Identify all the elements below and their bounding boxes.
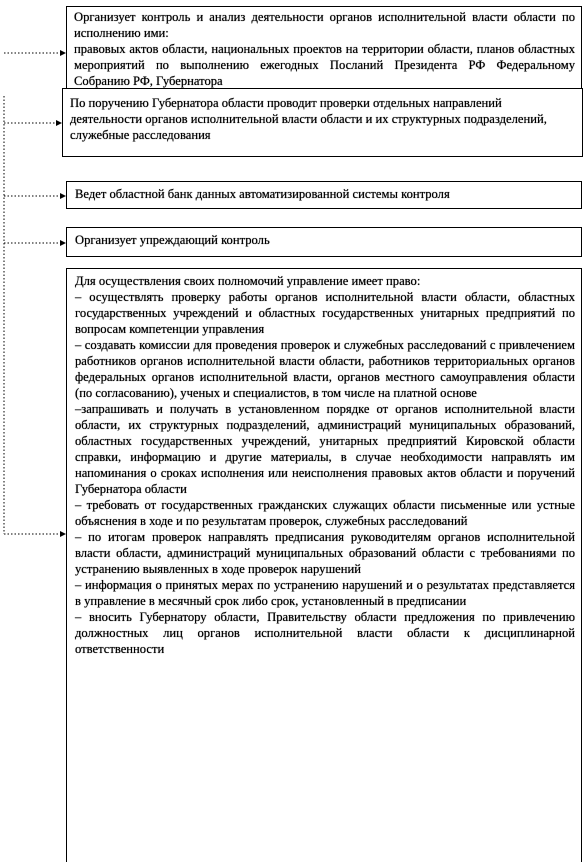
rights-item-send-orders: – по итогам проверок направлять предписания руководителям органов исполнительной власти области, администраций муниципальных образований области с требованиями по устранению выявленных в ходе проверок нарушений bbox=[75, 530, 575, 576]
control-analysis-text bbox=[74, 9, 575, 89]
control-analysis-box bbox=[66, 6, 582, 92]
control-analysis-line-2: правовых актов области, национальных проектов на территории области, планов областных мероприятий по выполнению ежегодных Посланий Президента РФ Федеральному Собранию РФ, Губернатора bbox=[74, 42, 575, 88]
data-bank-text: Ведет областной банк данных автоматизированной системы контроля bbox=[75, 187, 450, 201]
control-analysis-line-1: Организует контроль и анализ деятельности органов исполнительной власти области по исполнению ими: bbox=[74, 10, 575, 40]
rights-box bbox=[66, 268, 582, 862]
data-bank-box bbox=[66, 181, 582, 209]
rights-item-demand-explanations: – требовать от государственных гражданских служащих области письменные или устные объяснения в ходе и по результатам проверок, служебных расследований bbox=[75, 498, 575, 528]
rights-item-request-info: –запрашивать и получать в установленном порядке от органов исполнительной власти области, их структурных подразделений, администраций муниципальных образований, областных государственных учреждений, унитарных предприятий Кировской области справки, информацию и другие материалы, в случае необходимости направлять им напоминания о сроках исполнения или неисполнения правовых актов области и поручений Губернатора области bbox=[75, 402, 575, 496]
rights-item-create-commissions: – создавать комиссии для проведения проверок и служебных расследований с привлечением работников органов исполнительной власти области, работников территориальных органов федеральных органов исполнительной власти, органов местного самоуправления области (по согласованию), ученых и специалистов, в том числе на платной основе bbox=[75, 338, 575, 400]
rights-item-submit-proposals: – вносить Губернатору области, Правительству области предложения по привлечению должностных лиц органов исполнительной власти области к дисциплинарной ответственности bbox=[75, 610, 575, 656]
preventive-control-box bbox=[66, 227, 582, 257]
rights-item-report-measures: – информация о принятых мерах по устранению нарушений и о результатах представляется в управление в месячный срок либо срок, установленный в предписании bbox=[75, 578, 575, 608]
rights-list bbox=[75, 273, 575, 657]
preventive-control-text: Организует упреждающий контроль bbox=[75, 233, 270, 247]
rights-intro: Для осуществления своих полномочий управление имеет право: bbox=[75, 274, 421, 288]
rights-item-check-work: – осуществлять проверку работы органов исполнительной власти области, областных государственных учреждений и областных государственных унитарных предприятий по вопросам компетенции управления bbox=[75, 290, 575, 336]
inspections-box bbox=[62, 88, 583, 157]
inspections-text: По поручению Губернатора области проводит проверки отдельных направлений деятельности органов исполнительной власти области и их структурных подразделений, служебные расследования bbox=[70, 96, 547, 142]
